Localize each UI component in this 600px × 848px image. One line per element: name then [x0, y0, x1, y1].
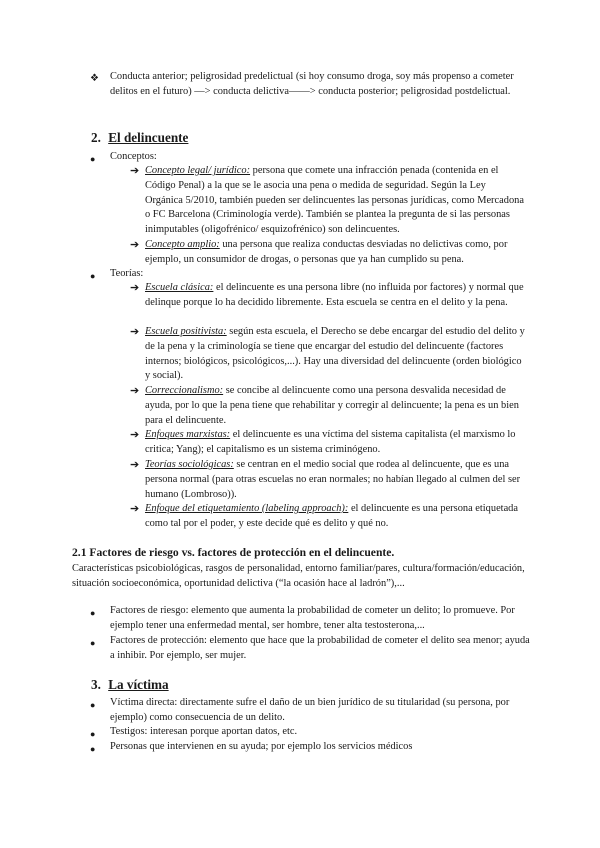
dot-bullet-icon: ●	[90, 154, 96, 164]
section-2-1-intro: Características psicobiológicas, rasgos de personalidad, entorno familiar/pares, cultura/formación/educación, situación socioeconómica, oportunidad delictiva (“la ocasión hace al ladrón”),...	[72, 563, 525, 589]
diamond-bullet-icon: ❖	[90, 73, 99, 84]
section-2-title: El delincuente	[108, 130, 189, 145]
section-2-1-heading: 2.1 Factores de riesgo vs. factores de protección en el delincuente.	[72, 546, 395, 559]
victima-item: Víctima directa: directamente sufre el daño de un bien jurídico de su titularidad (su persona, por ejemplo) como consecuencia de un delito.	[110, 697, 510, 723]
concepto-term: Concepto legal/ jurídico:	[145, 165, 251, 176]
dot-bullet-icon: ●	[90, 700, 96, 710]
section-2-number: 2.	[91, 130, 101, 145]
victima-item: Personas que intervienen en su ayuda; por ejemplo los servicios médicos	[110, 741, 413, 752]
teoria-text: el delincuente es una víctima del sistema capitalista (el marxismo lo critica; Yang); el capitalismo es un sistema criminógeno.	[145, 429, 516, 455]
dot-bullet-icon: ●	[90, 271, 96, 281]
arrow-bullet-icon: ➔	[130, 326, 140, 338]
concepto-item	[145, 164, 525, 238]
dot-bullet-icon: ●	[90, 608, 96, 618]
teoria-term: Teorías sociológicas:	[145, 459, 234, 470]
victima-item: Testigos: interesan porque aportan datos, etc.	[110, 726, 298, 737]
teoria-text: el delincuente es una persona libre (no influida por factores) y normal que delinque porque lo ha decidido libremente. Esta escuela se centra en el delito y la pena.	[145, 282, 524, 308]
teoria-item	[145, 428, 525, 458]
factor-item: Factores de protección: elemento que hace que la probabilidad de cometer el delito sea menor; ayuda a inhibir. Por ejemplo, ser mujer.	[110, 635, 530, 661]
teoria-text: se centran en el medio social que rodea al delincuente, que es una persona normal (para otras escuelas no eran normales; no habían llegado al culmen del ser humano (Lombroso)).	[145, 459, 521, 500]
teoria-term: Escuela positivista:	[145, 326, 227, 337]
concepto-term: Concepto amplio:	[145, 239, 220, 250]
intro-paragraph: Conducta anterior; peligrosidad predelictual (si hoy consumo droga, soy más propenso a cometer delitos en el futuro) —> conducta delictiva——> conducta posterior; peligrosidad postdelictual.	[110, 71, 514, 97]
teoria-text: el delincuente es una persona etiquetada como tal por el poder, y este decide qué es delito y qué no.	[145, 503, 518, 529]
conceptos-label: Conceptos:	[110, 151, 157, 162]
teoria-text: según esta escuela, el Derecho se debe encargar del estudio del delito y de la pena y la criminología se tiene que encargar del estudio del delincuente (factores internos; biológicos, psicológicos,...). Hay una diversidad del delincuente (orden biológico y social).	[145, 326, 525, 382]
teoria-term: Enfoques marxistas:	[145, 429, 231, 440]
teoria-item	[145, 458, 525, 502]
section-3-heading	[91, 678, 169, 693]
dot-bullet-icon: ●	[90, 729, 96, 739]
arrow-bullet-icon: ➔	[130, 165, 140, 177]
teoria-term: Enfoque del etiquetamiento (labeling approach):	[145, 503, 349, 514]
section-3-number: 3.	[91, 677, 101, 692]
teoria-term: Escuela clásica:	[145, 282, 214, 293]
concepto-item	[145, 238, 525, 268]
arrow-bullet-icon: ➔	[130, 385, 140, 397]
teoria-item	[145, 325, 525, 384]
teorias-label: Teorías:	[110, 268, 144, 279]
factor-item: Factores de riesgo: elemento que aumenta la probabilidad de cometer un delito; lo promueve. Por ejemplo tener una enfermedad mental, ser hombre, tener alta testosterona,...	[110, 605, 515, 631]
concepto-text: persona que comete una infracción penada (contenida en el Código Penal) a la que se le asocia una pena o medida de seguridad. Según la Ley Orgánica 5/2010, también pueden ser delincuentes las personas jurídicas, como Mercadona o FC Barcelona (Criminología verde). También se plantea la pregunta de si las personas inimputables (oligofrénico/ esquizofrénico) son delincuentes.	[145, 165, 524, 236]
arrow-bullet-icon: ➔	[130, 282, 140, 294]
concepto-text: una persona que realiza conductas desviadas no delictivas como, por ejemplo, un consumidor de drogas, o personas que ya han cumplido su pena.	[145, 239, 508, 265]
arrow-bullet-icon: ➔	[130, 239, 140, 251]
teoria-text: se concibe al delincuente como una persona desvalida necesidad de ayuda, por lo que la pena tiene que rehabilitar y corregir al delincuente; la pena es un bien para el delincuente.	[145, 385, 519, 426]
teoria-term: Correccionalismo:	[145, 385, 224, 396]
teoria-item	[145, 384, 525, 428]
dot-bullet-icon: ●	[90, 744, 96, 754]
teoria-item	[145, 281, 525, 311]
arrow-bullet-icon: ➔	[130, 459, 140, 471]
section-3-title: La víctima	[108, 677, 169, 692]
arrow-bullet-icon: ➔	[130, 503, 140, 515]
dot-bullet-icon: ●	[90, 638, 96, 648]
teoria-item	[145, 502, 525, 532]
section-2-heading	[91, 131, 188, 146]
arrow-bullet-icon: ➔	[130, 429, 140, 441]
